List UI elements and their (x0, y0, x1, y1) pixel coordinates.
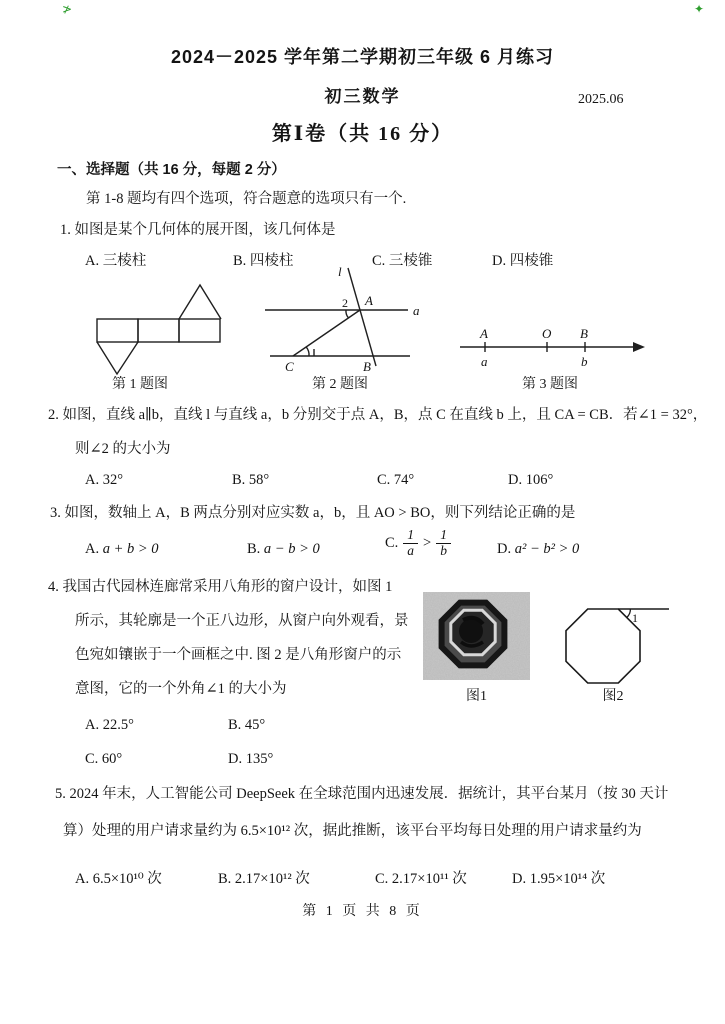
page-title: 2024－2025 学年第二学期初三年级 6 月练习 (170, 47, 555, 67)
comparison-operator: > (423, 535, 432, 552)
net-rectangle (179, 319, 220, 342)
q5-option-a: A. 6.5×10¹⁰ 次 (75, 871, 162, 887)
question-4-line2: 所示，其轮廓是一个正八边形，从窗户向外观看，景 (75, 613, 409, 629)
fraction-numerator: 1 (407, 527, 415, 542)
q4-option-a: A. 22.5° (85, 717, 134, 733)
q3-option-b-label: B. (247, 541, 261, 557)
line-l (348, 268, 376, 366)
label-A: A (480, 326, 488, 341)
label-angle-1: 1 (632, 611, 638, 625)
exterior-angle-arc (627, 609, 631, 618)
q3-option-d-label: D. (497, 541, 512, 557)
figure-q3-caption: 第 3 题图 (522, 377, 578, 392)
label-O: O (542, 326, 552, 341)
label-B: B (580, 326, 588, 341)
q5-option-d: D. 1.95×10¹⁴ 次 (512, 871, 606, 887)
figure-q3-number-line (455, 325, 645, 377)
arrowhead (633, 342, 645, 352)
label-angle-2: 2 (342, 296, 348, 310)
q3-option-d (497, 540, 579, 558)
figure-q2-lines (260, 264, 420, 374)
q2-option-b: B. 58° (232, 472, 270, 488)
q3-option-b-value: a − b > 0 (263, 541, 320, 557)
octagon-outline (566, 609, 640, 683)
fraction-1-over-b (436, 528, 451, 559)
q1-option-a: A. 三棱柱 (85, 253, 147, 269)
subject-title: 初三数学 (324, 87, 401, 106)
label-l: l (338, 264, 342, 279)
question-5-line1: 5. 2024 年末，人工智能公司 DeepSeek 在全球范围内迅速发展．据统计，其平台某月（按 30 天计 (55, 786, 669, 802)
angle-1-arc (306, 347, 309, 356)
label-C: C (285, 359, 294, 374)
figure-q4-diagram-caption: 图2 (602, 689, 624, 704)
figure-q2-caption: 第 2 题图 (312, 377, 368, 392)
net-rectangle (97, 319, 138, 342)
label-a: a (413, 303, 420, 318)
label-b: b (581, 354, 588, 369)
question-2-stem-line2: 则∠2 的大小为 (75, 441, 171, 457)
q4-option-c: C. 60° (85, 751, 123, 767)
figure-q4-window-photo (423, 592, 530, 680)
fraction-denominator: b (436, 543, 451, 559)
q5-option-c: C. 2.17×10¹¹ 次 (375, 871, 467, 887)
q4-option-b: B. 45° (228, 717, 266, 733)
q5-option-b: B. 2.17×10¹² 次 (218, 871, 310, 887)
exam-date: 2025.06 (578, 92, 624, 107)
net-top-triangle (179, 285, 221, 319)
q3-option-a (85, 540, 159, 558)
net-bottom-triangle (97, 342, 138, 374)
section-heading: 一、选择题（共 16 分，每题 2 分） (57, 162, 286, 178)
figure-q1-caption: 第 1 题图 (112, 377, 168, 392)
q3-option-c (385, 528, 451, 559)
q1-option-b: B. 四棱柱 (233, 253, 294, 269)
q3-option-b (247, 540, 320, 558)
q2-option-a: A. 32° (85, 472, 124, 488)
q1-option-c: C. 三棱锥 (372, 253, 433, 269)
question-3-stem: 3. 如图，数轴上 A，B 两点分别对应实数 a，b，且 AO > BO，则下列结论正确的是 (50, 505, 576, 521)
section-note: 第 1-8 题均有四个选项，符合题意的选项只有一个. (86, 191, 407, 207)
figure-q4-photo-caption: 图1 (466, 689, 487, 704)
question-4-line1: 4. 我国古代园林连廊常采用八角形的窗户设计，如图 1 (48, 579, 393, 595)
label-A: A (365, 293, 373, 308)
question-5-line2: 算）处理的用户请求量约为 6.5×10¹² 次，据此推断，该平台平均每日处理的用户请求量约为 (63, 823, 642, 839)
q2-option-d: D. 106° (508, 472, 554, 488)
fraction-denominator: a (403, 543, 418, 559)
q3-option-a-label: A. (85, 541, 100, 557)
net-rectangle (138, 319, 179, 342)
q3-option-d-value: a² − b² > 0 (514, 541, 580, 557)
label-a: a (481, 354, 488, 369)
question-4-line4: 意图，它的一个外角∠1 的大小为 (75, 681, 287, 697)
segment-CA (293, 310, 360, 356)
q2-option-c: C. 74° (377, 472, 415, 488)
part-title: 第Ⅰ卷（共 16 分） (271, 123, 454, 145)
corner-mark-left-icon: ≯ (62, 2, 73, 16)
figure-q4-octagon-diagram (556, 600, 670, 686)
label-B: B (363, 359, 371, 374)
q4-option-d: D. 135° (228, 751, 274, 767)
question-4-line3: 色宛如镶嵌于一个画框之中. 图 2 是八角形窗户的示 (75, 647, 402, 663)
page-number-footer: 第 1 页 共 8 页 (302, 904, 423, 919)
q3-option-c-label: C. (385, 535, 399, 552)
figure-q1-net (90, 278, 230, 378)
angle-2-arc (346, 310, 349, 318)
q3-option-a-value: a + b > 0 (102, 541, 159, 557)
fraction-1-over-a (403, 528, 418, 559)
corner-mark-right-icon: ✦ (694, 2, 705, 16)
fraction-numerator: 1 (440, 527, 447, 542)
question-2-stem-line1: 2. 如图，直线 a∥b，直线 l 与直线 a，b 分别交于点 A，B，点 C 在直线 b 上，且 CA = CB．若∠1 = 32°， (48, 407, 708, 423)
q1-option-d: D. 四棱锥 (492, 253, 554, 269)
question-1-stem: 1. 如图是某个几何体的展开图，该几何体是 (60, 222, 336, 238)
